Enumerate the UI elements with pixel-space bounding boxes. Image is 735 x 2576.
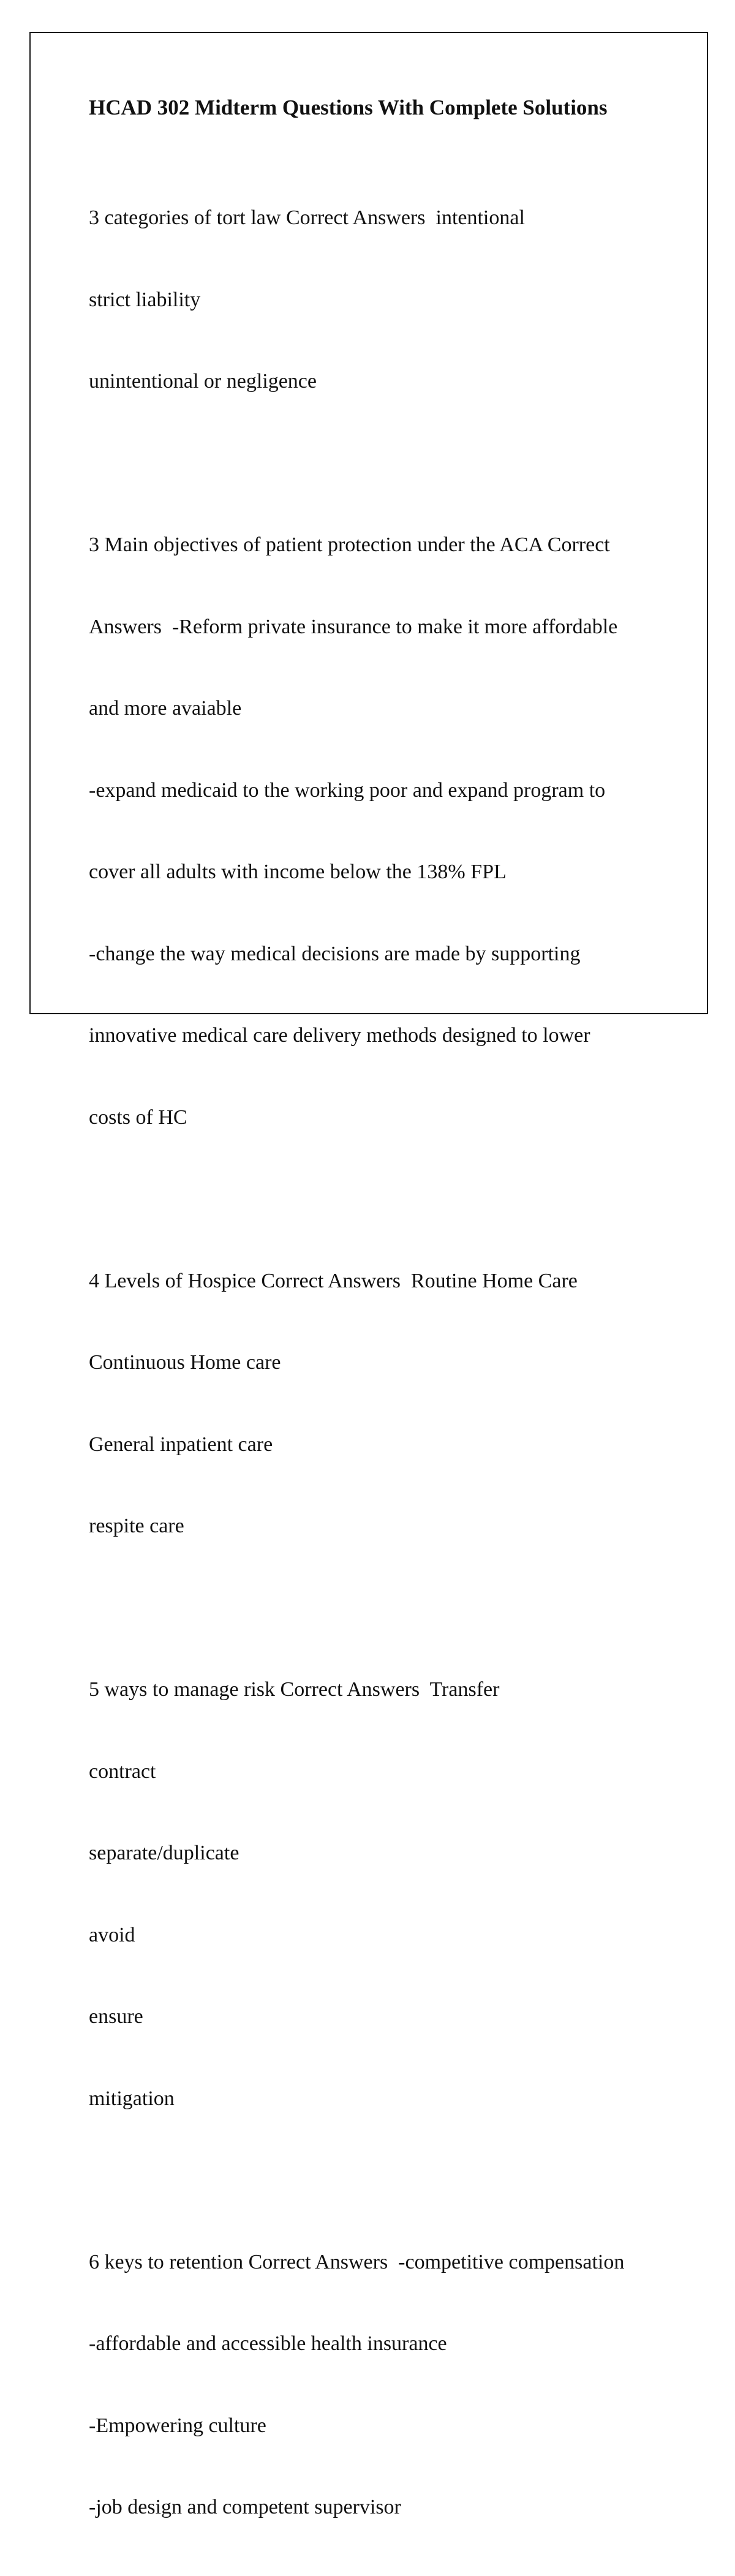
qa-line: and more avaiable xyxy=(89,697,242,720)
qa-line: 3 categories of tort law Correct Answers intentional xyxy=(89,206,525,229)
qa-line: -affordable and accessible health insurance xyxy=(89,2332,447,2355)
qa-line: respite care xyxy=(89,1515,184,1537)
qa-line: General inpatient care xyxy=(89,1433,273,1456)
qa-line: 6 keys to retention Correct Answers -competitive compensation xyxy=(89,2250,625,2273)
document-content xyxy=(89,94,677,2576)
qa-line: ensure xyxy=(89,2005,143,2028)
qa-entry-manage-risk xyxy=(89,1622,677,2167)
qa-entry-retention-keys xyxy=(89,2194,677,2576)
qa-line: -job design and competent supervisor xyxy=(89,2496,401,2518)
qa-line: mitigation xyxy=(89,2087,175,2110)
qa-line: Answers -Reform private insurance to make it more affordable xyxy=(89,615,618,638)
qa-line: -expand medicaid to the working poor and expand program to xyxy=(89,778,606,802)
qa-line: -Empowering culture xyxy=(89,2414,266,2437)
qa-line: avoid xyxy=(89,1923,135,1946)
qa-line: -change the way medical decisions are made by supporting xyxy=(89,942,581,965)
qa-line: cover all adults with income below the 138% FPL xyxy=(89,861,507,883)
qa-line: contract xyxy=(89,1760,156,1783)
qa-line: innovative medical care delivery methods designed to lower xyxy=(89,1024,590,1047)
document-page xyxy=(29,32,708,2518)
qa-line: 4 Levels of Hospice Correct Answers Routine Home Care xyxy=(89,1269,578,1292)
qa-line: Continuous Home care xyxy=(89,1351,281,1374)
qa-line: unintentional or negligence xyxy=(89,370,317,393)
qa-line: strict liability xyxy=(89,288,201,311)
qa-line: 5 ways to manage risk Correct Answers Transfer xyxy=(89,1678,500,1701)
qa-entry-aca-objectives xyxy=(89,477,677,1186)
qa-line: costs of HC xyxy=(89,1105,187,1129)
qa-line: separate/duplicate xyxy=(89,1842,239,1864)
qa-entry-hospice-levels xyxy=(89,1213,677,1595)
qa-line: 3 Main objectives of patient protection under the ACA Correct xyxy=(89,533,610,556)
document-title: HCAD 302 Midterm Questions With Complete Solutions xyxy=(89,96,608,119)
qa-entry-tort-law xyxy=(89,150,677,450)
